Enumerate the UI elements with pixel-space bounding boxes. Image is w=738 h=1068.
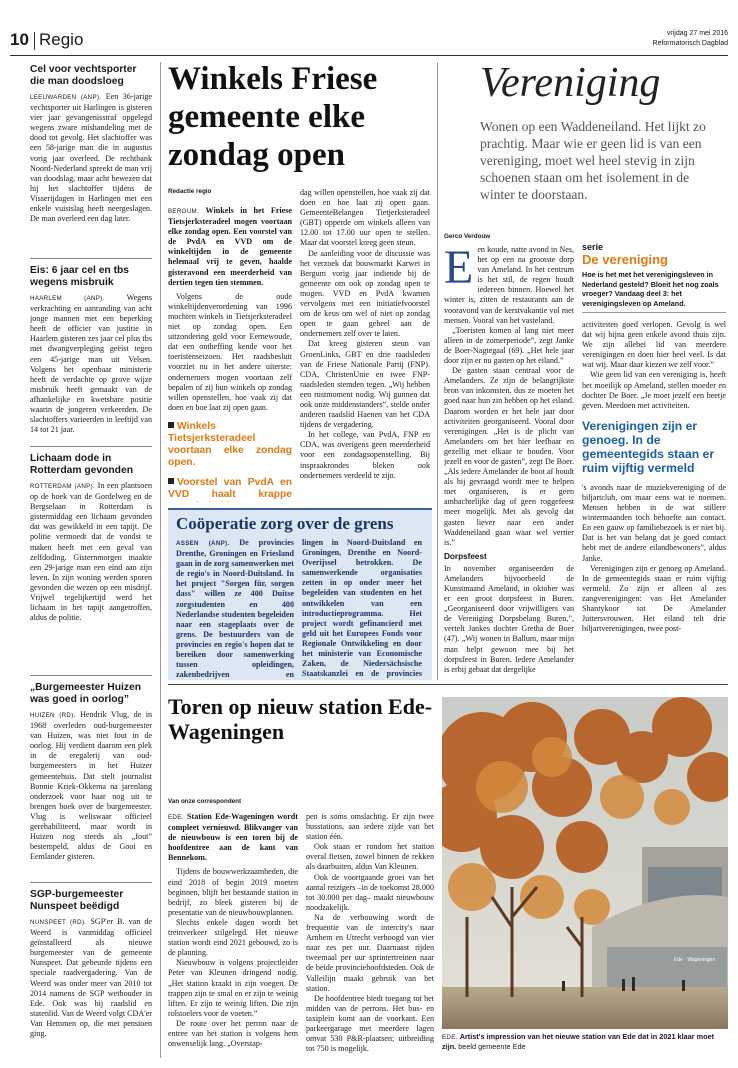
serie-box bbox=[582, 242, 726, 313]
main-lead: BERGUM. Winkels in het Friese Tietsjerksteradeel mogen voortaan elke zondag open. Een voorstel van de PvdA en VVD om de winkeltijden in de gemeente helemaal vrij te geven, haalde gisteravond een meerderheid van dertien tegen tien stemmen. bbox=[168, 206, 292, 287]
feature-quote: Verenigingen zijn er genoeg. In de gemeentegids staan er ruim vijftig vermeld bbox=[582, 418, 715, 475]
brief-divider bbox=[30, 446, 152, 447]
station-image bbox=[442, 697, 728, 1029]
feature-intro: Wonen op een Waddeneiland. Het lijkt zo prachtig. Maar wie er geen lid is van een vereniging, moet wel heel stevig in zijn schoenen staan om het isolement in de winter te doorstaan. bbox=[480, 119, 706, 202]
section-rule bbox=[168, 684, 728, 685]
brief-body: LEEUWARDEN (ANP). Een 36-jarige vechtsporter uit Harlingen is gisteren vier jaar gevangenisstraf opgelegd wegens zware mishandeling met de dood tot gevolg. Het slachtoffer was een 58-jarige man die in augustus vorig jaar overleed. De rechtbank Noord-Nederland spreekt de man vrij van doodslag, maar acht bewezen dat hij het slachtoffer tijdens de Visserijdagen in Harlingen met een enkele vuistslag heeft neergeslagen. De man overleed een dag later. bbox=[30, 92, 152, 224]
brief-divider bbox=[30, 882, 152, 883]
main-byline: Redactie regio bbox=[168, 188, 212, 195]
feature-title: Vereniging bbox=[480, 60, 661, 106]
briefs-column bbox=[30, 64, 152, 1054]
brief-title: „Burgemeester Huizen was goed in oorlog” bbox=[30, 682, 142, 705]
brief-divider bbox=[30, 675, 152, 676]
cooperation-col2: lingen in Noord-Duitsland en Groningen, Drenthe en Noord-Overijssel betrokken. De samenwerkende organisaties zetten in op onder meer het begeleiden van studenten en het ontwikkelen van een introductieprogramma. Het project wordt gefinancierd met geld uit het Europees Fonds voor Regionale Ontwikkeling en door het ministerie van Economische Zaken, de Niedersächsische Staatskanzlei en de provincies bbox=[302, 538, 422, 679]
station-headline: Toren op nieuw station Ede-Wageningen bbox=[168, 694, 433, 744]
brief bbox=[30, 453, 152, 671]
header-rule bbox=[10, 55, 728, 56]
feature-byline: Gerco Verdouw bbox=[444, 233, 491, 240]
brief-divider bbox=[30, 258, 152, 259]
cooperation-box bbox=[168, 508, 432, 680]
pull-quote: Winkels Tietsjerksteradeel voortaan elke zondag open. bbox=[168, 420, 292, 468]
brief bbox=[30, 682, 152, 878]
column-rule bbox=[437, 62, 438, 680]
brief bbox=[30, 64, 152, 254]
serie-title: De vereniging bbox=[582, 252, 668, 267]
serie-label: serie bbox=[582, 242, 604, 252]
cooperation-title: Coöperatie zorg over de grens bbox=[176, 514, 394, 533]
dropcap: E bbox=[444, 245, 474, 294]
header-date: vrijdag 27 mei 2016 bbox=[666, 30, 728, 37]
page-number: 10 bbox=[10, 30, 29, 49]
column-rule bbox=[160, 62, 161, 1058]
brief-title: Eis: 6 jaar cel en tbs wegens misbruik bbox=[30, 265, 130, 288]
brief-body: ROTTERDAM (ANP). In een plantsoen op de hoek van de Gordelweg en de Bergselaan in Rotterdam is gistermiddag een lichaam gevonden dat was gewikkeld in een tapijt. De politie vermoedt dat de vondst te maken heeft met een geval van zelfdoding. Gisternmorgen maakte een 29-jarige man een eind aan zijn leven. In zijn woning werden sporen gevonden die wezen op een misdrijf. Vrijwel tegelijkertijd werd het lichaam in het tapijt aangetroffen, aldus de politie. bbox=[30, 481, 152, 623]
header-paper: Reformatorisch Dagblad bbox=[652, 40, 728, 47]
main-col2: dag willen openstellen, hoe vaak zij dat doen en hoe laat zij open gaan. GemeenteBelangen Tietjerksteradeel (GBT) opperde om winkels alleen van 12.00 tot 17.00 uur open te stellen. Maar dat voorstel kreeg geen steun. De aanleiding voor de discussie was het verzoek dat bouwmarkt Karwei in Bergum vorig jaar indiende bij de gemeente om ook op zondag open te mogen. VVD en PvdA kwamen vervolgens met een initiatiefvoorstel om de keus om wel of niet op zondag open te gaan geheel aan de ondernemers zelf over te laten. Dat kreeg gisteren steun van GroenLinks, GBT en drie raadsleden van de Friese Nationale Partij (FNP). CDA, ChristenUnie en twee FNP-raadsleden stemden tegen. „Wij hebben een rustmoment nodig. Wij gunnen dat ook onze middenstanders”, stelde onder anderen raadslid Haenen van het CDA tijdens de vergadering. In het college, van PvdA, FNP en CDA, was overigens geen meerderheid voor een zondagsopenstelling. Bij inspraakrondes bleken ook ondernemers verdeeld te zijn. bbox=[300, 188, 430, 480]
brief bbox=[30, 265, 152, 442]
feature-col2: activiteiten goed verlopen. Gevolg is wel dat wij bijna geen enkele avond thuis zijn. We zijn allebei lid van meerdere verenigingen en doen hier heel veel. Is dat wat wij. Maar daar kiezen we zelf voor.” Wie geen lid van een vereniging is, heeft het moeilijk op Ameland, stellen moeder en dochter De Boer. „Je moet jezelf een beetje geven. Meedoen met activiteiten. Verenigingen zijn er genoeg. In de gemeentegids staan er ruim vijftig vermeld 's avonds naar de muziekvereniging of de biljartclub, om maar eens wat te noemen. Mensen hebben in de wat stillere wintermaanden toch behoefte aan contact. En een gauw op familiebezoek is er niet bij. Dat is het van belang dat je goed contact hebt met de andere eilandbewoners”, aldus Janke. Verenigingen zijn er genoeg op Ameland. In de gemeentegids staan er ruim vijftig vermeld. Zo zijn er alleen al zes zangverenigingen: van Het Amelander Shantykoor tot De Amelander Juttersvrouwen. Het eiland telt drie biljartverenigingen, twee post- bbox=[582, 320, 726, 634]
serie-text: Hoe is het met het verenigingsleven in Nederland gesteld? Bloeit het nog zoals vroeger? Vandaag deel 3: het verenigingsleven op Ameland. bbox=[582, 270, 719, 308]
brief bbox=[30, 889, 152, 1039]
brief-body: NUNSPEET (RD). SGP'er B. van de Weerd is vanmiddag officieel geïnstalleerd als nieuwe burgemeester van de gemeente Nunspeet. Dat gebeurde tijdens een speciale raadvergadering. Van de Weerd was onder meer van 2010 tot 2014 namens de SGP wethouder in Ede. Ook was hij raadslid en statenlid. Van de Weerd volgt CDA'er Van Hemmen op, die met pensioen ging. bbox=[30, 917, 152, 1039]
brief-title: Cel voor vechtsporter die man doodsloeg bbox=[30, 64, 137, 87]
main-headline: Winkels Friese gemeente elke zondag open bbox=[168, 61, 378, 173]
station-caption: EDE. Artist's impression van het nieuwe station van Ede dat in 2021 klaar moet zijn. beeld gemeente Ede bbox=[442, 1032, 715, 1052]
feature-col1: Een koude, natte avond in Nes, het op een na grootste dorp van Ameland. In het centrum is het stil, de regen houdt iedereen binnen. Hoewel het winter is, zitten de restaurants aan de vooravond van de kerstvakantie vol met mensen. Vooral van het vasteland. „Toeristen komen al lang niet meer alleen in de zomerperiode”, zegt Janke de Boer-Nagtegaal (69). „Het hele jaar door zijn er nu gasten op het eiland.” De gasten staan centraal voor de Amelanders. Ze zijn de belangrijkste bron van inkomsten, dus ze moeten het goed naar hun zin hebben op het eiland. Daarom worden er het hele jaar door activiteiten georganiseerd. Vooral door verenigingen. „Het is de plicht van Amelanders om het hier leefbaar en gezellig met elkaar te houden. Voor jezelf en voor de gasten”, zegt De Boer. „Als iedere Amelander de boot af houdt als hij gevraagd wordt mee te helpen met organiseren, is er geen ambachtelijke dag of geen roggefeest meer mogelijk. Met als gevolg dat gasten liever naar een ander Waddeneiland gaan waar wel vertier is.” Dorpsfeest In november organiseerden de Amelanders bijvoorbeeld de Kunstmaand Ameland, in oktober was er een groot dorpsfeest in Buren. „Georganiseerd door vrijwilligers van de Vereniging Dorpsbelang Buren,”, vertelt Jankes dochter Gretha de Boer (47). „Wij wonen in Ballum, maar mijn man helpt gewoon mee bij het dorpsfeest in Buren. Iedere Amelander is erbij gebaat dat dergelijke bbox=[444, 245, 574, 674]
cooperation-col1: ASSEN (ANP). De provincies Drenthe, Groningen en Friesland gaan in de zorg samenwerken met de regio's in Noord-Duitsland. In het project "Sorgen für, sorgen dass" willen ze 400 Duitse zorgstudenten en 400 Nederlandse studenten begeleiden naar een stageplaats over de grens. De bestuurders van de provincies en regio's hopen dat te bereiken door samenwerking tussen opleidingen, zakenbedrijven en bbox=[176, 538, 294, 680]
pull-quote: Voorstel van PvdA en VVD haalt krappe bbox=[168, 476, 292, 500]
main-text: Volgens de oude winkeltijdenverordening van 1996 mochten winkels in Tietsjerksteradeel niet op zondag open. Een uitzondering gold voor Eernewoude, dat een ontheffing kende voor het toeristenseizoen. Het raadsbesluit voorziet nu in het andere uiterste: ondernemers mogen voortaan zelf bepalen of zij hun winkels op zondag willen openstellen, hoe vaak zij dat doen en hoe laat zij open gaan. bbox=[168, 291, 292, 412]
station-col1: EDE. Station Ede-Wageningen wordt compleet vernieuwd. Blikvanger van de nieuwbouw is een toren bij de hoofdentree aan de kant van Bennekom. Tijdens de bouwwerkzaamheden, die eind 2018 of begin 2019 moeten beginnen, blijft het bestaande station in bedrijf, zo bleek gisteren bij de presentatie van de nieuwbouwplannen. Slechts enkele dagen wordt het treinverkeer stilgelegd. Het nieuwe station wordt eind 2021 gebouwd, zo is de planning. Nieuwbouw is volgens projectleider Peter van Kleunen dringend nodig. „Het station kraakt in zijn voegen. De trappen zijn te smal en er zijn te weinig liften. Er zijn te weinig liften. Die zijn rolstoelers voor de voeten.” De route over het perron naar de entree van het station is volgens hem onwenselijk lang. „Overstap- bbox=[168, 812, 298, 1049]
main-col1 bbox=[168, 206, 292, 502]
station-byline: Van onze correspondent bbox=[168, 798, 242, 805]
section-title: Regio bbox=[39, 30, 84, 49]
brief-body: HAARLEM (ANP). Wegens verkrachting en aanranding van acht jonge mannen met een beperking heeft de officier van justitie in Haarlem gisteren zes jaar cel plus tbs met dwangverpleging geëist tegen een 45-jarige man uit Velsen. Volgens het openbaar ministerie heeft de verdachte op grove wijze misbruik heeft gemaakt van de afhankelijke en kwetsbare positie waarin de jongeren verkeerden. De slachtoffers varieerden in leeftijd van 14 tot 21 jaar. bbox=[30, 293, 152, 435]
station-col2: pen is soms omslachtig. Er zijn twee busstations, aan iedere zijde van het station één. Ook staan er rondom het station overal fietsen, zowel binnen de rekken als daarbuiten, aldus Van Kleunen. Ook de voortgaande groei van het aantal reizigers –in de toekomst 28.000 tot 30.000 per dag– maakt nieuwbouw noodzakelijk. Na de verbouwing wordt de frequentie van de intercity's naar Arnhem en Utrecht verhoogd van vier naar zes per uur. Daarnaast rijden tweemaal per uur sprintertreinen naar de beide provinciehoofdsteden. Ook de Valleilijn maakt gebruik van het station. De hoofdentree biedt toegang tot het midden van de perrons. Het bus- en taxiplein komt aan de voorkant. Een parkeergarage met meerdere lagen omvat 530 P&R-plaatsen; uitbreiding tot 750 is mogelijk. bbox=[306, 812, 434, 1054]
header-divider bbox=[34, 32, 35, 50]
brief-body: HUIZEN (RD). Hendrik Vlug, de in 1968 overleden oud-burgemeester van Huizen, was niet fout in de oorlog. Hij verdient daarom een plek in de eregalerij van oud-burgemeesters in het Huizer gemeentehuis. Dat stelt journalist Bonnie Kriek-Okkema na jarenlang onderzoek voor haar nog uit te brengen boek over de burgemeester. Vlug is weliswaar officieel gerehabiliteerd, maar wordt in Huizen nog steeds als „fout” bestempeld, aldus de Gooi en Eemlander gisteren. bbox=[30, 710, 152, 862]
brief-title: SGP-burgemeester Nunspeet beëdigd bbox=[30, 889, 124, 912]
brief-title: Lichaam dode in Rotterdam gevonden bbox=[30, 453, 133, 476]
station-sign: Ede · Wageningen bbox=[674, 957, 716, 963]
feature-subhead: Dorpsfeest bbox=[444, 551, 487, 561]
